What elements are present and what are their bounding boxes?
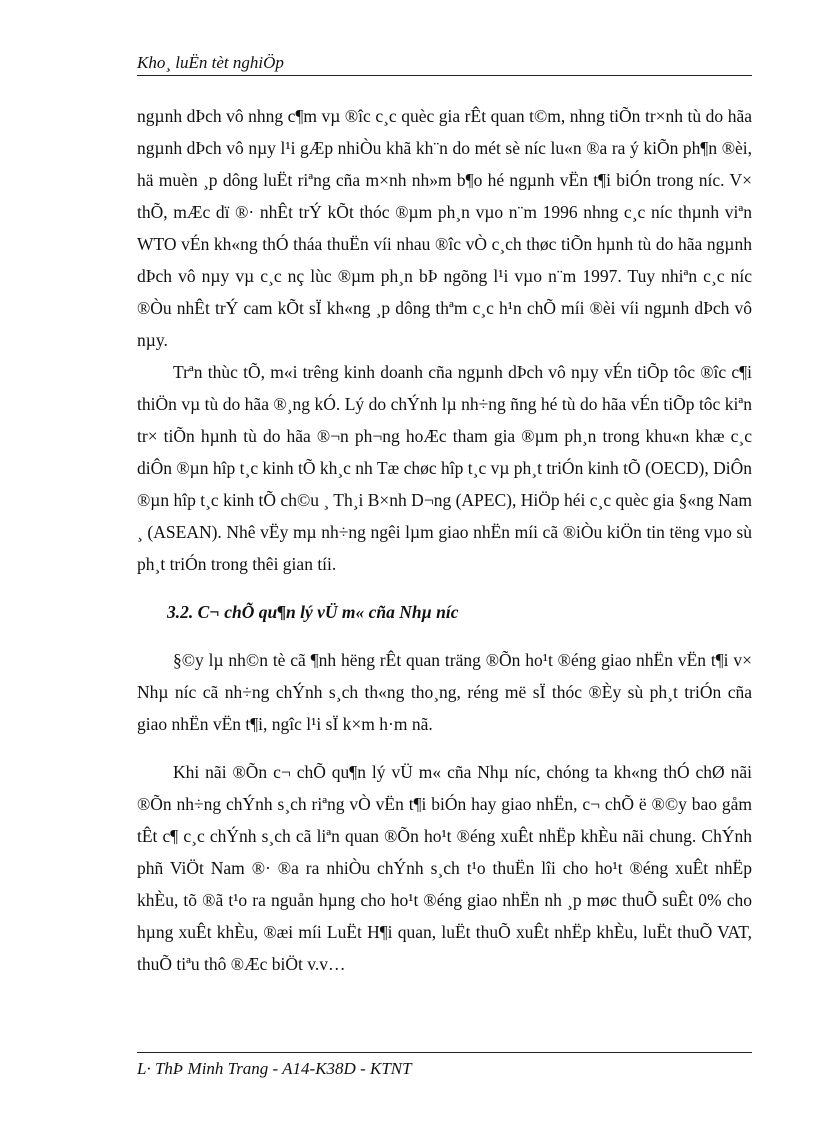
- spacer: [137, 580, 752, 596]
- page-footer: [137, 1052, 752, 1080]
- paragraph-3: §©y lµ nh©n tè cã ¶nh hëng rÊt quan träng ®Õn ho¹t ®éng giao nhËn vËn t¶i v× Nhµ níc cã nh÷ng chÝnh s¸ch th«ng tho¸ng, réng më sÏ thóc ®Èy sù ph¸t triÓn cña giao nhËn vËn t¶i, ngîc l¹i sÏ k×m h·m nã.: [137, 650, 752, 734]
- document-body: [137, 100, 752, 980]
- paragraph-2: Trªn thùc tÕ, m«i trêng kinh doanh cña ngµnh dÞch vô nµy vÉn tiÕp tôc ®îc c¶i thiÖn vµ tù do hãa ®¸ng kÓ. Lý do chÝnh lµ nh÷ng ñng hé tù do hãa vÉn tiÕp tôc kiªn tr× tiÕn hµnh tù do hãa ®¬n ph¬ng hoÆc tham gia ®µm ph¸n trong khu«n khæ c¸c diÔn ®µn hîp t¸c kinh tÕ kh¸c nh Tæ chøc hîp t¸c vµ ph¸t triÓn kinh tÕ (OECD), DiÔn ®µn hîp t¸c kinh tÕ ch©u ¸ Th¸i B×nh D¬ng (APEC), HiÖp héi c¸c quèc gia §«ng Nam ¸ (ASEAN). Nhê vËy mµ nh÷ng ngêi lµm giao nhËn míi cã ®iÒu kiÖn tin tëng vµo sù ph¸t triÓn trong thêi gian tíi.: [137, 362, 753, 574]
- page-header: [137, 52, 752, 76]
- paragraph-1: ngµnh dÞch vô nhng c¶m vµ ®îc c¸c quèc gia rÊt quan t©m, nhng tiÕn tr×nh tù do hãa ngµnh dÞch vô nµy l¹i gÆp nhiÒu khã kh¨n do mét sè níc lu«n ®a ra ý kiÕn ph¶n ®èi, hä muèn ¸p dông luËt riªng cña m×nh nh»m b¶o hé ngµnh vËn t¶i biÓn trong níc. V× thÕ, mÆc dï ®· nhÊt trÝ kÕt thóc ®µm ph¸n vµo n¨m 1996 nhng c¸c níc thµnh viªn WTO vÉn kh«ng thÓ tháa thuËn víi nhau ®îc vÒ c¸ch thøc tiÕn hµnh tù do hãa ngµnh dÞch vô nµy vµ c¸c nç lùc ®µm ph¸n bÞ ngõng l¹i vµo n¨m 1997. Tuy nhiªn c¸c níc ®Òu nhÊt trÝ cam kÕt sÏ kh«ng ¸p dông thªm c¸c h¹n chÕ míi ®èi víi ngµnh dÞch vô nµy.: [137, 106, 752, 350]
- spacer: [137, 628, 752, 644]
- section-heading: 3.2. C¬ chÕ qu¶n lý vÜ m« cña Nhµ níc: [167, 602, 459, 622]
- paragraph-4: Khi nãi ®Õn c¬ chÕ qu¶n lý vÜ m« cña Nhµ níc, chóng ta kh«ng thÓ chØ nãi ®Õn nh÷ng chÝnh s¸ch riªng vÒ vËn t¶i biÓn hay giao nhËn, c¬ chÕ ë ®©y bao gåm tÊt c¶ c¸c chÝnh s¸ch cã liªn quan ®Õn ho¹t ®éng xuÊt nhËp khÈu nãi chung. ChÝnh phñ ViÖt Nam ®· ®a ra nhiÒu chÝnh s¸ch t¹o thuËn lîi cho ho¹t ®éng xuÊt nhËp khÈu, tõ ®ã t¹o ra nguån hµng cho ho¹t ®éng giao nhËn nh ¸p møc thuÕ suÊt 0% cho hµng xuÊt khÈu, ®æi míi LuËt H¶i quan, luËt thuÕ xuÊt nhËp khÈu, luËt thuÕ VAT, thuÕ tiªu thô ®Æc biÖt v.v…: [137, 762, 752, 974]
- footer-text: L· ThÞ Minh Trang - A14-K38D - KTNT: [137, 1059, 412, 1078]
- header-text: Kho¸ luËn tèt nghiÖp: [137, 53, 284, 72]
- spacer: [137, 740, 752, 756]
